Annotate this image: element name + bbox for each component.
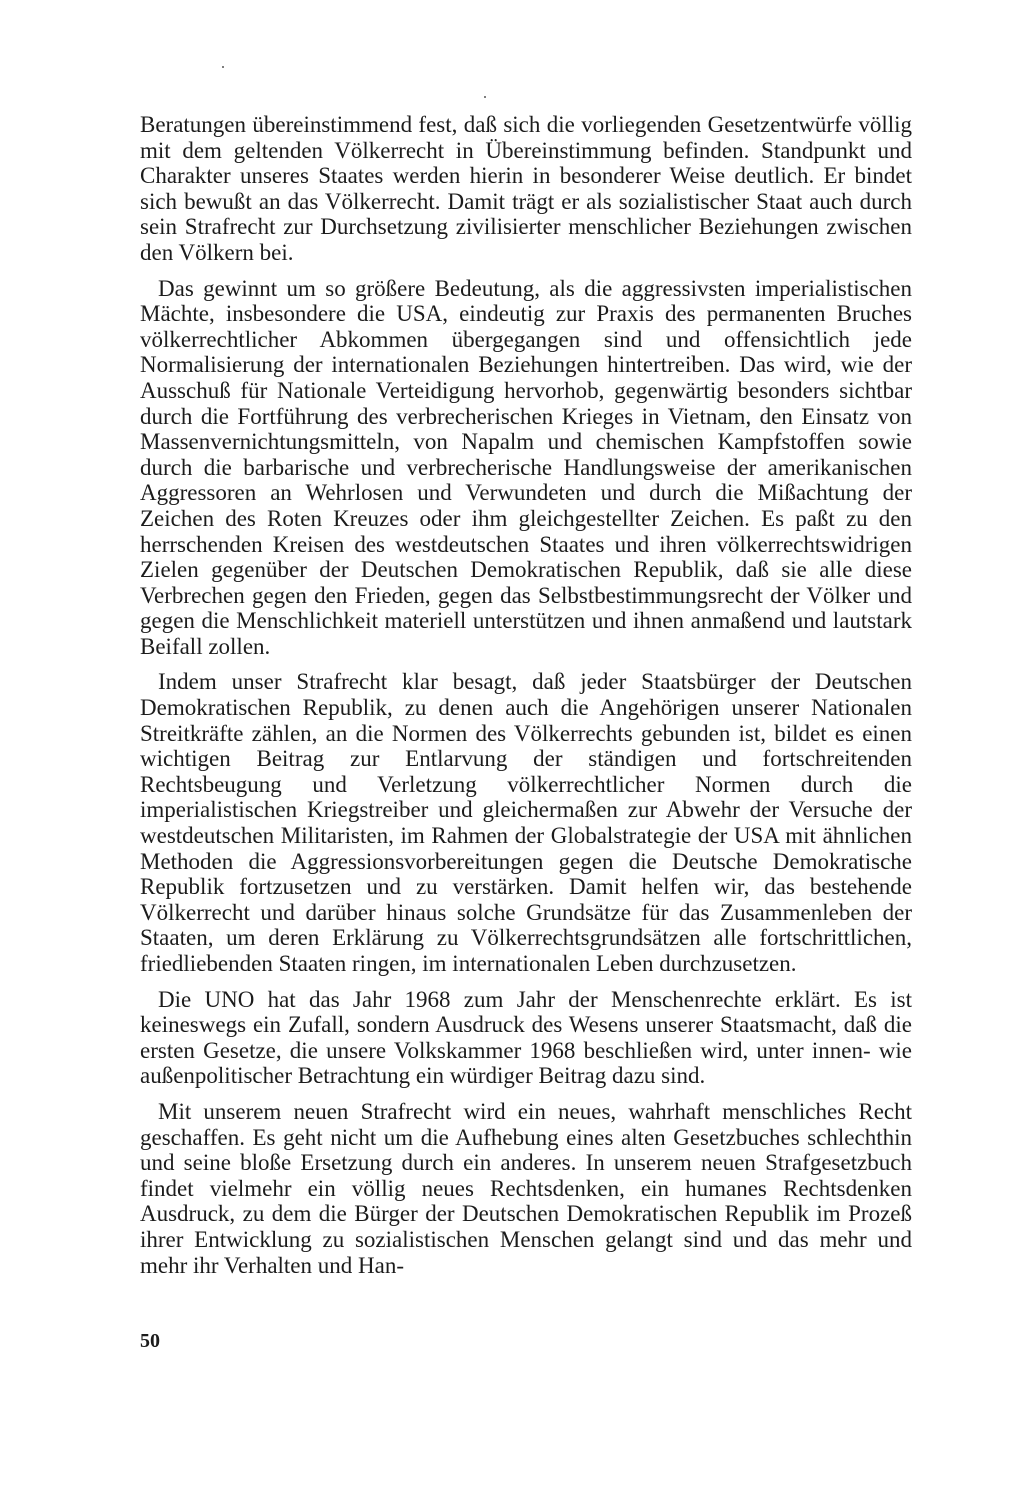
scan-speck	[484, 96, 486, 98]
paragraph-2: Das gewinnt um so größere Bedeutung, als die aggressivsten imperialistischen Mächte, insbesondere die USA, eindeutig zur Praxis des permanenten Bruches völkerrechtlicher Abkommen übergegangen sind und offensichtlich jede Normalisierung der internationalen Beziehungen hintertreiben. Das wird, wie der Ausschuß für Nationale Verteidigung hervorhob, gegenwärtig besonders sichtbar durch die Fortführung des verbrecherischen Krieges in Vietnam, den Einsatz von Massenvernichtungsmitteln, von Napalm und chemischen Kampfstoffen sowie durch die barbarische und verbrecherische Handlungsweise der amerikanischen Aggressoren an Wehrlosen und Verwundeten und durch die Mißachtung der Zeichen des Roten Kreuzes oder ihm gleichgestellter Zeichen. Es paßt zu den herrschenden Kreisen des westdeutschen Staates und ihren völkerrechtswidrigen Zielen gegenüber der Deutschen Demokratischen Republik, daß sie alle diese Verbrechen gegen den Frieden, gegen das Selbstbestimmungsrecht der Völker und gegen die Menschlichkeit materiell unterstützen und ihnen anmaßend und lautstark Beifall zollen.	[140, 275, 912, 659]
page-number: 50	[140, 1330, 160, 1352]
paragraph-3: Indem unser Strafrecht klar besagt, daß jeder Staatsbürger der Deutschen Demokratischen Republik, zu denen auch die Angehörigen unserer Nationalen Streitkräfte zählen, an die Normen des Völkerrechts gebunden ist, bildet es einen wichtigen Beitrag zur Entlarvung der ständigen und fortschreitenden Rechtsbeugung und Verletzung völkerrechtlicher Normen durch die imperialistischen Kriegstreiber und gleichermaßen zur Abwehr der Versuche der westdeutschen Militaristen, im Rahmen der Globalstrategie der USA mit ähnlichen Methoden die Aggressionsvorbereitungen gegen die Deutsche Demokratische Republik fortzusetzen und zu verstärken. Damit helfen wir, das bestehende Völkerrecht und darüber hinaus solche Grundsätze für das Zusammenleben der Staaten, um deren Erklärung zu Völkerrechtsgrundsätzen alle fortschrittlichen, friedliebenden Staaten ringen, im internationalen Leben durchzusetzen.	[140, 669, 912, 976]
page-body	[140, 112, 912, 1288]
scan-speck	[222, 66, 224, 68]
paragraph-4: Die UNO hat das Jahr 1968 zum Jahr der Menschenrechte erklärt. Es ist keineswegs ein Zufall, sondern Ausdruck des Wesens unserer Staatsmacht, daß die ersten Gesetze, die unsere Volkskammer 1968 beschließen wird, unter innen- wie außenpolitischer Betrachtung ein würdiger Beitrag dazu sind.	[140, 986, 912, 1089]
paragraph-5: Mit unserem neuen Strafrecht wird ein neues, wahrhaft menschliches Recht geschaffen. Es geht nicht um die Aufhebung eines alten Gesetzbuches schlechthin und seine bloße Ersetzung durch ein anderes. In unserem neuen Strafgesetzbuch findet vielmehr ein völlig neues Rechtsdenken, ein humanes Rechtsdenken Ausdruck, zu dem die Bürger der Deutschen Demokratischen Republik im Prozeß ihrer Entwicklung zu sozialistischen Menschen gelangt sind und das mehr und mehr ihr Verhalten und Han-	[140, 1098, 912, 1278]
paragraph-1: Beratungen übereinstimmend fest, daß sich die vorliegenden Gesetzentwürfe völlig mit dem geltenden Völkerrecht in Übereinstimmung befinden. Standpunkt und Charakter unseres Staates werden hierin in besonderer Weise deutlich. Er bindet sich bewußt an das Völkerrecht. Damit trägt er als sozialistischer Staat auch durch sein Strafrecht zur Durchsetzung zivilisierter menschlicher Beziehungen zwischen den Völkern bei.	[140, 112, 912, 265]
